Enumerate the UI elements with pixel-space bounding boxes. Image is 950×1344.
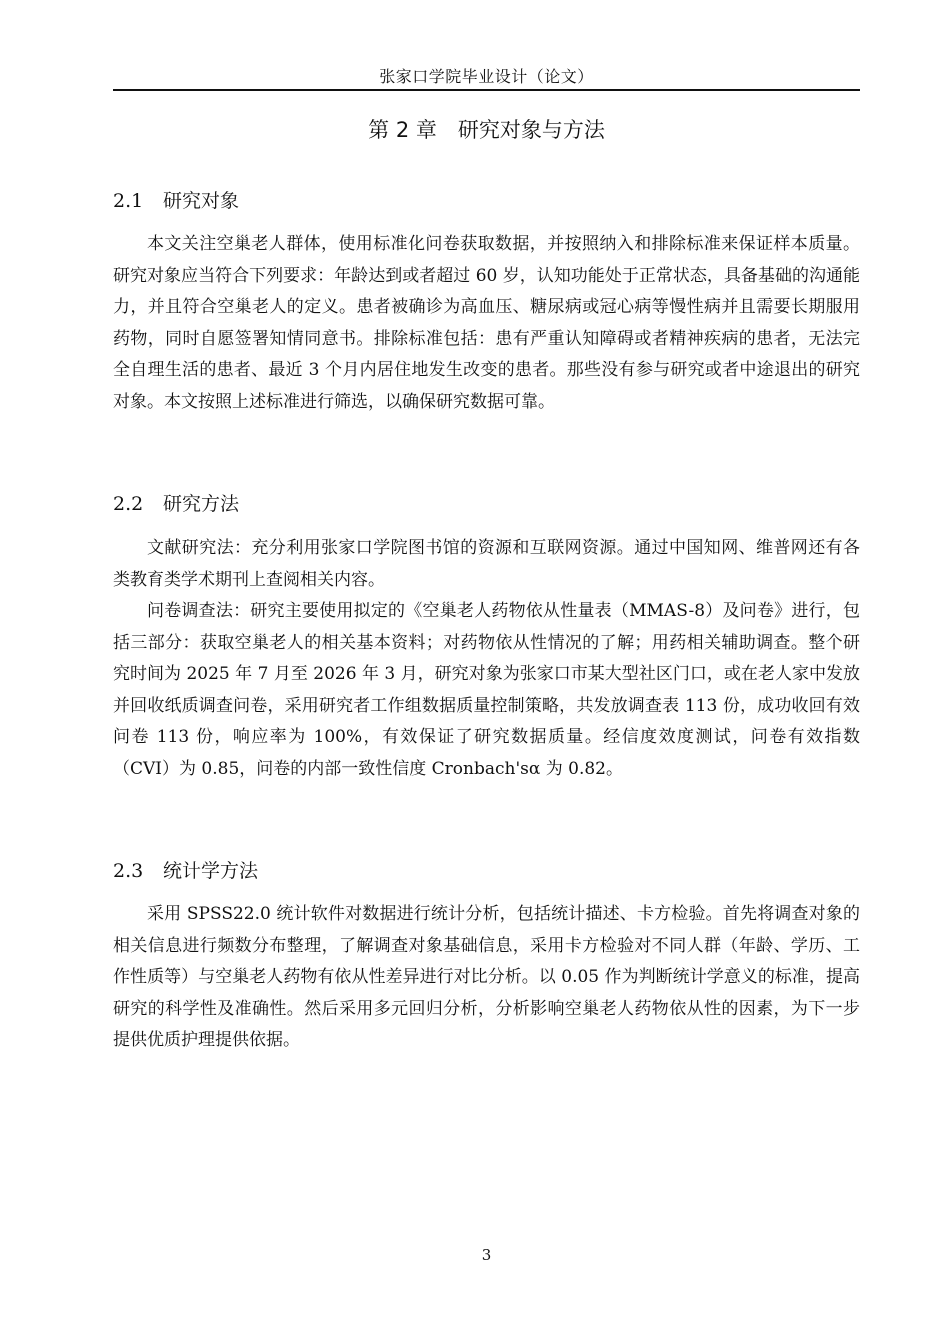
section-number: 2.2 [113, 493, 144, 515]
page-number: 3 [481, 1246, 492, 1264]
paragraph-questionnaire-method: 问卷调查法：研究主要使用拟定的《空巢老人药物依从性量表（MMAS-8）及问卷》进行，包括三部分：获取空巢老人的相关基本资料；对药物依从性情况的了解；用药相关辅助调查。整个研究时间为 2025 年 7 月至 2026 年 3 月，研究对象为张家口市某大型社区门口，或在老人家中发放并回收纸质调查问卷，采用研究者工作组数据质量控制策略，共发放调查表 113 份，成功收回有效问卷 113 份，响应率为 100%，有效保证了研究数据质量。经信度效度测试，问卷有效指数（CVI）为 0.85，问卷的内部一致性信度 Cronbach'sα 为 0.82。 [113, 601, 860, 779]
section-title: 统计学方法 [163, 860, 259, 882]
chapter-title: 第 2 章 研究对象与方法 [368, 118, 605, 142]
section-number: 2.1 [113, 190, 144, 212]
section-title: 研究对象 [163, 190, 240, 212]
section-number: 2.3 [113, 860, 144, 882]
section-heading-2-1 [113, 187, 239, 215]
paragraph-research-subjects: 本文关注空巢老人群体，使用标准化问卷获取数据，并按照纳入和排除标准来保证样本质量。研究对象应当符合下列要求：年龄达到或者超过 60 岁，认知功能处于正常状态，具备基础的沟通能力，并且符合空巢老人的定义。患者被确诊为高血压、糖尿病或冠心病等慢性病并且需要长期服用药物，同时自愿签署知情同意书。排除标准包括：患有严重认知障碍或者精神疾病的患者，无法完全自理生活的患者、最近 3 个月内居住地发生改变的患者。那些没有参与研究或者中途退出的研究对象。本文按照上述标准进行筛选，以确保研究数据可靠。 [113, 234, 860, 412]
running-header: 张家口学院毕业设计（论文） [379, 67, 594, 86]
section-heading-2-2 [113, 490, 239, 518]
paragraph-literature-method: 文献研究法：充分利用张家口学院图书馆的资源和互联网资源。通过中国知网、维普网还有各类教育类学术期刊上查阅相关内容。 [113, 538, 860, 590]
paragraph-statistical-method: 采用 SPSS22.0 统计软件对数据进行统计分析，包括统计描述、卡方检验。首先将调查对象的相关信息进行频数分布整理，了解调查对象基础信息，采用卡方检验对不同人群（年龄、学历、工作性质等）与空巢老人药物有依从性差异进行对比分析。以 0.05 作为判断统计学意义的标准，提高研究的科学性及准确性。然后采用多元回归分析，分析影响空巢老人药物依从性的因素，为下一步提供优质护理提供依据。 [113, 904, 860, 1050]
header-divider [113, 89, 860, 91]
section-title: 研究方法 [163, 493, 240, 515]
section-heading-2-3 [113, 857, 258, 885]
